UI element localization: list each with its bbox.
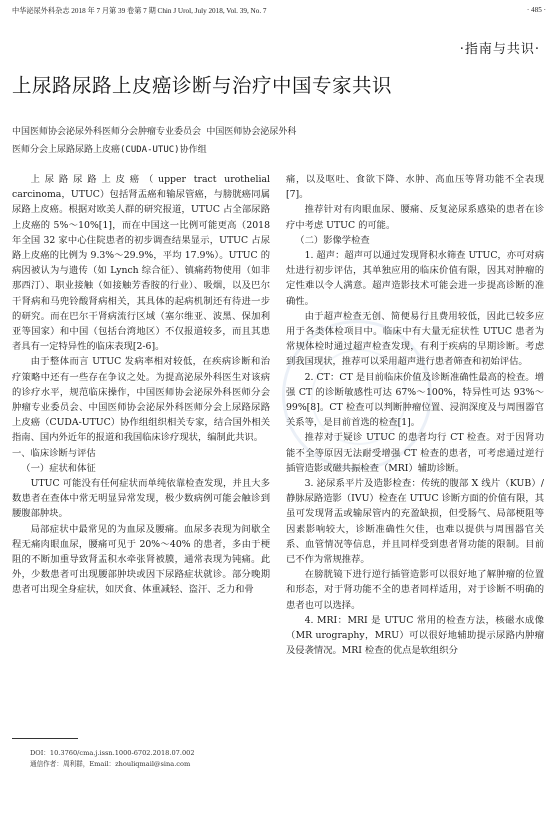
paragraph-ct-recommend: 推荐对于疑诊 UTUC 的患者均行 CT 检查。对于因肾功能不全等原因无法耐受增强 CT 检查的患者，可考虑通过逆行插管造影或磁共振检查（MRI）辅助诊断。 (286, 432, 544, 474)
paragraph-ultrasound: 1. 超声：超声可以通过发现肾积水筛查 UTUC，亦可对病灶进行初步评估，其单独应用的临床价值有限，因其对肿瘤的定性难以令人满意。超声造影技术可能会进一步提高诊断的准确性。 (286, 250, 544, 307)
author-line: 中国医师协会泌尿外科医师分会肿瘤专业委员会 中国医师协会泌尿外科 (12, 127, 297, 137)
footnote (30, 748, 195, 770)
running-header (12, 6, 546, 16)
author-line: 医师分会上尿路尿路上皮癌(CUDA-UTUC)协作组 (12, 145, 207, 155)
heading-clinical-diagnosis: 一、临床诊断与评估 (12, 447, 96, 459)
heading-symptoms: （一）症状和体征 (21, 462, 96, 474)
right-column (286, 172, 544, 659)
article-title: 上尿路尿路上皮癌诊断与治疗中国专家共识 (12, 74, 393, 97)
heading-imaging: （二）影像学检查 (295, 234, 370, 246)
paragraph-purpose: 由于整体而言 UTUC 发病率相对较低，在疾病诊断和治疗策略中还有一些存在争议之处。为提高泌尿外科医生对该病的诊疗水平，规范临床操作，中国医师协会泌尿外科医师分会肿瘤专业委员会、中国医师协会泌尿外科医师分会上尿路尿路上皮癌（CUDA-UTUC）协作组组织相关专家，结合国外相关指南、国内外近年的报道和我国临床诊疗现状，编制此共识。 (12, 356, 270, 444)
correspondence: 通信作者：周利群，Email：zhouliqmail@sina.com (30, 760, 191, 768)
left-column (12, 172, 270, 598)
footnote-divider (12, 738, 78, 739)
paragraph-kub-ivu: 3. 泌尿系平片及造影检查：传统的腹部 X 线片（KUB）/静脉尿路造影（IVU）检查在 UTUC 诊断方面的价值有限，其虽可发现肾盂或输尿管内的充盈缺损，但受肠气、局部梗阻等因素影响较大，诊断准确性欠佳，也难以提供与周围器官关系、血管情况等信息，并且同样受到患者肾功能的限制。目前已不作为常规推荐。 (286, 478, 544, 566)
paragraph-intro: 上尿路尿路上皮癌（upper tract urothelial carcinoma，UTUC）包括肾盂癌和输尿管癌，与膀胱癌同属尿路上皮癌。根据对欧美人群的研究报道，UTUC 占全部尿路上皮癌的 5%～10%[1]，而在中国这一比例可能更高（2018 年全国 32 家中心住院患者的初步调查结果显示，UTUC 占尿路上皮癌的比例为 9.3%～29.9%，平均 17.9%）。UTUC 的病因被认为与遗传（如 Lynch 综合征）、镇痛药物使用（如非那西汀）、职业接触（如接触芳香胺的行业）、吸烟，以及巴尔干肾病和马兜铃酸肾病相关，其具体的起病机制还有待进一步的研究。而在巴尔干肾病流行区域（塞尔维亚、波黑、保加利亚等国家）和中国（包括台湾地区）不仅报道较多，而且其患者具有一定特异性的临床表现[2-6]。 (12, 174, 270, 353)
section-tag: ·指南与共识· (459, 42, 540, 57)
paragraph-ct: 2. CT：CT 是目前临床价值及诊断准确性最高的检查。增强 CT 的诊断敏感性可达 67%～100%，特异性可达 93%～99%[8]。CT 检查可以判断肿瘤位置、浸润深度及与周围器官关系等，是目前首选的检查[1]。 (286, 371, 544, 429)
paragraph-recommend-suspicion: 推荐针对有肉眼血尿、腰痛、反复泌尿系感染的患者在诊疗中考虑 UTUC 的可能。 (286, 204, 544, 231)
paragraph-retrograde: 在膀胱镜下进行逆行插管造影可以很好地了解肿瘤的位置和形态，对于肾功能不全的患者同样适用，对于诊断不明确的患者也可以选择。 (286, 569, 544, 611)
paragraph-ultrasound-screening: 由于超声检查无创、简便易行且费用较低，因此已较多应用于各类体检项目中。临床中有大量无症状性 UTUC 患者为常规体检时通过超声检查发现，有利于疾病的早期诊断。考虑到我国现状，推荐可以采用超声进行患者筛查和初始评估。 (286, 310, 544, 368)
paragraph-symptoms: UTUC 可能没有任何症状而单纯依靠检查发现，并且大多数患者在查体中常无明显异常发现，极少数病例可能会触诊到腰腹部肿块。 (12, 478, 270, 520)
paragraph-continued: 痛，以及呕吐、食欲下降、水肿、高血压等肾功能不全表现[7]。 (286, 174, 544, 201)
author-block (12, 123, 452, 159)
doi: DOI：10.3760/cma.j.issn.1000-6702.2018.07.002 (30, 749, 195, 757)
paragraph-mri: 4. MRI：MRI 是 UTUC 常用的检查方法，核磁水成像（MR urography，MRU）可以很好地辅助提示尿路内肿瘤及侵袭情况。MRI 检查的优点是软组织分 (286, 614, 544, 657)
journal-info: 中华泌尿外科杂志 2018 年 7 月第 39 卷第 7 期 Chin J Urol, July 2018, Vol. 39, No. 7 (12, 7, 267, 15)
paragraph-local-symptoms: 局部症状中最常见的为血尿及腰痛。血尿多表现为间歇全程无痛肉眼血尿，腰痛可见于 20%～40% 的患者，多由于梗阻的不断加重导致肾盂积水牵张肾被膜，通常表现为钝痛。此外，少数患者可出现腰部肿块或因下尿路症状就诊。部分晚期患者可出现全身症状，如厌食、体重减轻、盗汗、乏力和骨 (12, 523, 270, 596)
page-number: · 485 · (526, 6, 546, 14)
